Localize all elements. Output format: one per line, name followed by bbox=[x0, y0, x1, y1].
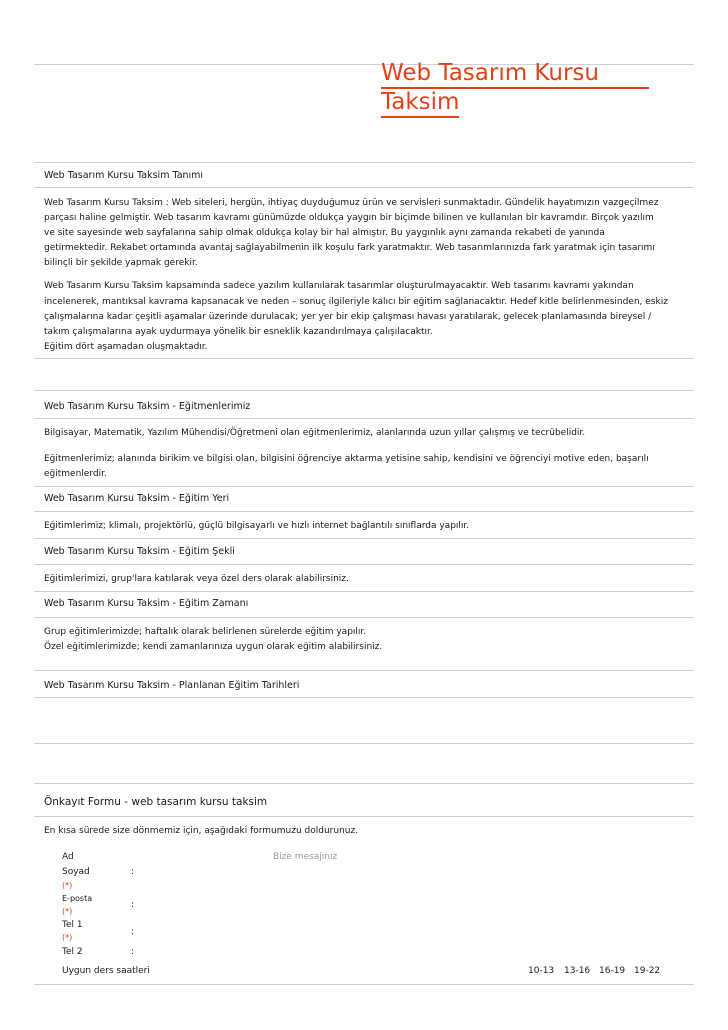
section-heading-tarih: Web Tasarım Kursu Taksim - Planlanan Eğitim Tarihleri bbox=[44, 680, 300, 691]
form-label-message: Bize mesajınız bbox=[273, 852, 338, 862]
divider bbox=[34, 538, 694, 539]
tanim-line: Eğitim dört aşamadan oluşmaktadır. bbox=[44, 342, 208, 352]
sekil-line: Eğitimlerimizi, grup'lara katılarak veya özel ders olarak alabilirsiniz. bbox=[44, 574, 349, 584]
tanim-line: bilinçli bir şekilde yapmak gerekir. bbox=[44, 258, 198, 268]
form-label-eposta: E-posta bbox=[62, 894, 93, 903]
hour-option-16-19[interactable]: 16-19 bbox=[599, 966, 626, 976]
yer-line: Eğitimlerimiz; klimalı, projektörlü, güçlü bilgisayarlı ve hızlı internet bağlantılı sınıflarda yapılır. bbox=[44, 521, 470, 531]
divider bbox=[34, 697, 694, 698]
required-mark: (*) bbox=[62, 907, 73, 916]
divider bbox=[34, 670, 694, 671]
page-title-line2[interactable]: Taksim bbox=[381, 89, 459, 118]
divider bbox=[34, 564, 694, 565]
page-title-line1[interactable]: Web Tasarım Kursu bbox=[381, 60, 649, 89]
form-colon: : bbox=[131, 900, 135, 910]
zaman-line: Grup eğitimlerimizde; haftalık olarak belirlenen sürelerde eğitim yapılır. bbox=[44, 627, 367, 637]
divider bbox=[34, 486, 694, 487]
divider bbox=[34, 617, 694, 618]
section-heading-egitmen: Web Tasarım Kursu Taksim - Eğitmenlerimiz bbox=[44, 401, 251, 412]
page-title[interactable] bbox=[381, 60, 649, 118]
form-colon: : bbox=[131, 947, 135, 957]
egitmen-line: eğitmenlerdir. bbox=[44, 469, 107, 479]
hour-option-13-16[interactable]: 13-16 bbox=[564, 966, 591, 976]
tanim-line: ve site sayesinde web sayfalarına sahip olmak oldukça kolay bir hal almıştır. Bu yaygınlık aynı zamanda rekabeti de yanında bbox=[44, 228, 605, 238]
tanim-line: Web Tasarım Kursu Taksim : Web siteleri, hergün, ihtiyaç duyduğumuz ürün ve servisleri sunmaktadır. Gündelik hayatımızın vazgeçilmez bbox=[44, 198, 659, 208]
required-mark: (*) bbox=[62, 881, 73, 890]
form-colon: : bbox=[131, 927, 135, 937]
tanim-line: Web Tasarım Kursu Taksim kapsamında sadece yazılım kullanılarak tasarımlar oluşturulmayacaktır. Web tasarımı kavramı yakından bbox=[44, 281, 634, 291]
divider bbox=[34, 187, 694, 188]
form-heading: Önkayıt Formu - web tasarım kursu taksim bbox=[44, 796, 268, 808]
divider bbox=[34, 743, 694, 744]
divider bbox=[34, 358, 694, 359]
section-heading-zaman: Web Tasarım Kursu Taksim - Eğitim Zamanı bbox=[44, 598, 249, 609]
hour-option-10-13[interactable]: 10-13 bbox=[528, 966, 555, 976]
divider bbox=[34, 816, 694, 817]
tanim-line: parçası haline gelmiştir. Web tasarım kavramı günümüzde oldukça yaygın bir biçimde bilinen ve kullanılan bir kavramdır. Birçok yazılım bbox=[44, 213, 654, 223]
hour-option-19-22[interactable]: 19-22 bbox=[634, 966, 661, 976]
section-heading-tanim: Web Tasarım Kursu Taksim Tanımı bbox=[44, 170, 204, 181]
form-colon: : bbox=[131, 867, 135, 877]
form-intro: En kısa sürede size dönmemiz için, aşağıdaki formumuzu doldurunuz. bbox=[44, 826, 359, 836]
required-mark: (*) bbox=[62, 933, 73, 942]
egitmen-line: Eğitmenlerimiz; alanında birikim ve bilgisi olan, bilgisini öğrenciye aktarma yetisine sahip, kendisini ve öğrenciyi motive eden, başarılı bbox=[44, 454, 649, 464]
divider bbox=[34, 418, 694, 419]
section-heading-yer: Web Tasarım Kursu Taksim - Eğitim Yeri bbox=[44, 493, 230, 504]
form-label-tel2: Tel 2 bbox=[62, 947, 83, 957]
divider bbox=[34, 390, 694, 391]
tanim-line: çalışmalarına kadar çeşitli aşamalar üzerinde durulacak; yer yer bir ekip çalışması havası yaratılarak, gelecek planlamasında bireysel / bbox=[44, 312, 652, 322]
section-heading-sekil: Web Tasarım Kursu Taksim - Eğitim Şekli bbox=[44, 546, 235, 557]
divider bbox=[34, 984, 694, 985]
divider bbox=[34, 511, 694, 512]
divider bbox=[34, 162, 694, 163]
zaman-line: Özel eğitimlerimizde; kendi zamanlarınıza uygun olarak eğitim alabilirsiniz. bbox=[44, 642, 383, 652]
form-label-hours: Uygun ders saatleri bbox=[62, 966, 150, 976]
tanim-line: takım çalışmalarına ayak uydurmaya yönelik bir esneklik kazandırılmaya çalışılacaktır. bbox=[44, 327, 433, 337]
tanim-line: incelenerek, mantıksal kavrama kapsanacak ve neden – sonuç ilgileriyle kalıcı bir eğitim sağlanacaktır. Hedef kitle belirlenmesinden, eskiz bbox=[44, 297, 668, 307]
divider bbox=[34, 783, 694, 784]
form-label-soyad: Soyad bbox=[62, 867, 90, 877]
form-label-ad: Ad bbox=[62, 852, 74, 862]
divider bbox=[34, 591, 694, 592]
egitmen-line: Bilgisayar, Matematik, Yazılım Mühendisi/Öğretmeni olan eğitmenlerimiz, alanlarında uzun yıllar çalışmış ve tecrübelidir. bbox=[44, 428, 586, 438]
tanim-line: getirmektedir. Rekabet ortamında avantaj sağlayabilmenin ilk koşulu fark yaratmaktır. Web tasarımlarınızda fark yaratmak için tasarımı bbox=[44, 243, 655, 253]
form-label-tel1: Tel 1 bbox=[62, 920, 83, 930]
